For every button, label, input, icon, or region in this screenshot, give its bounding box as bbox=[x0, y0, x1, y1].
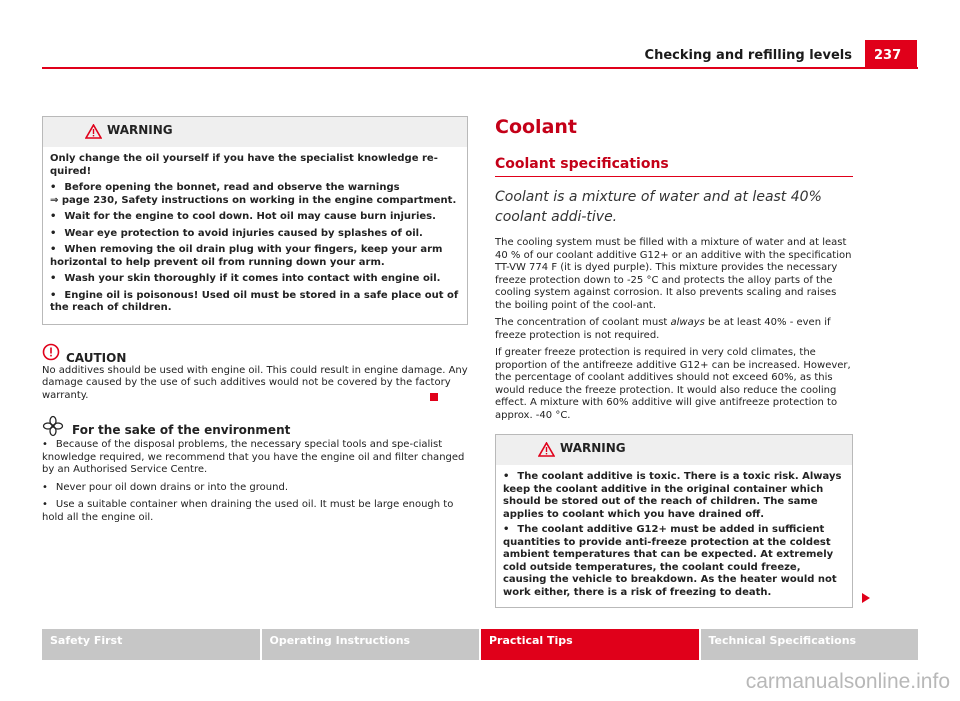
section-title: Checking and refilling levels bbox=[644, 48, 852, 63]
warning-header bbox=[43, 117, 467, 147]
continued-arrow-icon bbox=[862, 593, 870, 603]
intro-text: Coolant is a mixture of water and at least 40% coolant addi-tive. bbox=[495, 189, 822, 225]
warning-bullet: • When removing the oil drain plug with your fingers, keep your arm horizontal to help prevent oil from running down your arm. bbox=[50, 244, 461, 269]
environment-header bbox=[42, 415, 468, 439]
warning-body bbox=[43, 147, 467, 324]
right-column bbox=[495, 116, 853, 608]
coolant-paragraph: The concentration of coolant must always be at least 40% - even if freeze protection is not required. bbox=[495, 317, 831, 341]
left-column bbox=[42, 116, 468, 529]
environment-bullet: • Because of the disposal problems, the necessary special tools and spe-cialist knowledge required, we recommend that you have the engine oil and filter changed by an Authorised Service Centre. bbox=[42, 439, 468, 477]
environment-icon bbox=[42, 415, 64, 437]
warning-bullet: • The coolant additive is toxic. There is a toxic risk. Always keep the coolant additive in the original container which should be stored out of the reach of children. The same applies to coolant which you have drained off. bbox=[503, 471, 846, 521]
header-rule bbox=[42, 67, 918, 69]
caution-text: No additives should be used with engine oil. This could result in engine damage. Any damage caused by the use of such additives would not be covered by the factory warranty. bbox=[42, 364, 468, 401]
warning-bullet: • Wait for the engine to cool down. Hot oil may cause burn injuries. bbox=[50, 211, 461, 224]
section-heading: Coolant bbox=[495, 116, 577, 138]
page-number: 237 bbox=[865, 40, 917, 68]
warning-bullet: • Engine oil is poisonous! Used oil must be stored in a safe place out of the reach of children. bbox=[50, 290, 461, 315]
section-subheading: Coolant specifications bbox=[495, 150, 853, 177]
tab-operating-instructions[interactable]: Operating Instructions bbox=[262, 629, 480, 660]
page-reference-link[interactable]: ⇒ page 230, Safety instructions on working in the engine compartment. bbox=[50, 194, 457, 206]
coolant-paragraph: If greater freeze protection is required in very cold climates, the proportion of the antifreeze additive G12+ can be increased. However, the percentage of coolant additives should not exceed 60%, as this would reduce the freeze protection. It would also reduce the cooling effect. A mixture with 60% additive will give antifreeze protection to approx. -40 °C. bbox=[495, 347, 851, 421]
environment-bullet: • Never pour oil down drains or into the ground. bbox=[42, 482, 468, 495]
environment-bullet: • Use a suitable container when draining the used oil. It must be large enough to hold all the engine oil. bbox=[42, 499, 468, 524]
warning-title: WARNING bbox=[107, 123, 173, 137]
coolant-paragraph: The cooling system must be filled with a mixture of water and at least 40 % of our coolant additive G12+ or an additive with the specification TT-VW 774 F (it is dyed purple). This mixture provides the necessary freeze protection down to -25 °C and protects the alloy parts of the cooling system against corrosion. It also prevents scaling and raises the boiling point of the cool-ant. bbox=[495, 237, 852, 311]
warning-bullet: • Wash your skin thoroughly if it comes into contact with engine oil. bbox=[50, 273, 461, 286]
warning-title: WARNING bbox=[560, 441, 626, 455]
warning-intro: Only change the oil yourself if you have the specialist knowledge re-quired! bbox=[50, 153, 438, 177]
coolant-body bbox=[495, 237, 853, 422]
tab-safety-first[interactable]: Safety First bbox=[42, 629, 260, 660]
environment-title: For the sake of the environment bbox=[72, 423, 291, 437]
warning-bullet: • Wear eye protection to avoid injuries caused by splashes of oil. bbox=[50, 228, 461, 241]
footer-nav bbox=[42, 629, 918, 660]
caution-title: CAUTION bbox=[66, 350, 127, 365]
warning-header bbox=[496, 435, 852, 465]
environment-text bbox=[42, 439, 468, 524]
tab-technical-specifications[interactable]: Technical Specifications bbox=[701, 629, 919, 660]
warning-bullet: • Before opening the bonnet, read and observe the warnings ⇒ page 230, Safety instructions on working in the engine compartment. bbox=[50, 182, 461, 207]
caution-icon bbox=[42, 343, 60, 361]
oil-warning-box bbox=[42, 116, 468, 325]
watermark: carmanualsonline.info bbox=[745, 670, 950, 693]
caution-header bbox=[42, 343, 468, 365]
coolant-warning-box bbox=[495, 434, 853, 608]
section-end-marker bbox=[430, 393, 438, 401]
warning-body bbox=[496, 465, 852, 607]
warning-bullet: • The coolant additive G12+ must be added in sufficient quantities to provide anti-freeze protection at the coldest ambient temperatures that can be expected. At extremely cold outside temperatures, the coolant could freeze, causing the vehicle to breakdown. As the heater would not work either, there is a risk of freezing to death. bbox=[503, 524, 846, 599]
warning-icon bbox=[85, 124, 102, 139]
warning-icon bbox=[538, 442, 555, 457]
tab-practical-tips[interactable]: Practical Tips bbox=[481, 629, 699, 660]
